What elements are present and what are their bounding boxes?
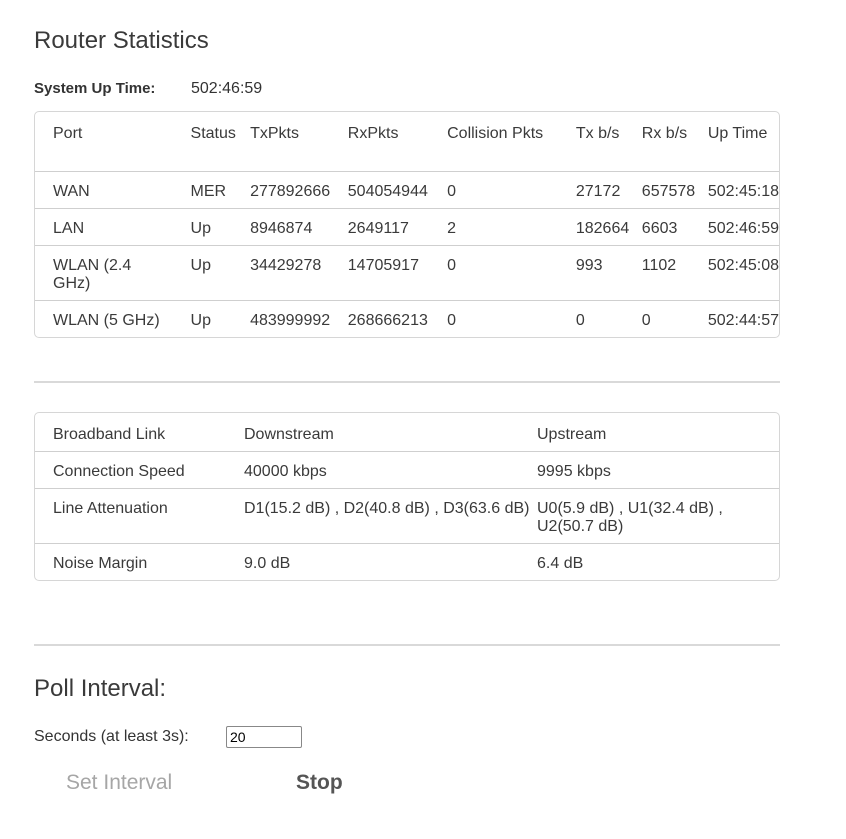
port-status: MER xyxy=(191,172,251,209)
port-name: LAN xyxy=(35,209,191,246)
port-name: WLAN (5 GHz) xyxy=(35,301,191,338)
table-header-row xyxy=(35,413,779,452)
port-collisions: 0 xyxy=(447,172,576,209)
downstream-value: D1(15.2 dB) , D2(40.8 dB) , D3(63.6 dB) xyxy=(244,489,537,544)
upstream-value: 6.4 dB xyxy=(537,544,779,581)
downstream-value: 40000 kbps xyxy=(244,452,537,489)
table-row xyxy=(35,246,779,301)
stop-button[interactable]: Stop xyxy=(296,771,343,794)
upstream-value: 9995 kbps xyxy=(537,452,779,489)
port-tx-bps: 0 xyxy=(576,301,642,338)
header-up-time: Up Time xyxy=(707,125,768,142)
port-tx-bps: 993 xyxy=(576,246,642,301)
broadband-link-table xyxy=(34,412,780,581)
link-metric-label: Line Attenuation xyxy=(35,489,244,544)
port-status: Up xyxy=(191,209,251,246)
port-collisions: 2 xyxy=(447,209,576,246)
downstream-value: 9.0 dB xyxy=(244,544,537,581)
header-rxpkts: RxPkts xyxy=(347,125,399,142)
port-rxpkts: 504054944 xyxy=(348,172,447,209)
header-status: Status xyxy=(190,125,236,142)
header-collision-pkts: Collision Pkts xyxy=(447,125,544,142)
header-tx-bps: Tx b/s xyxy=(575,125,620,142)
port-tx-bps: 27172 xyxy=(576,172,642,209)
upstream-value: U0(5.9 dB) , U1(32.4 dB) , U2(50.7 dB) xyxy=(537,489,779,544)
header-rx-bps: Rx b/s xyxy=(641,125,688,142)
port-name: WLAN (2.4 GHz) xyxy=(35,246,191,301)
port-statistics-table xyxy=(34,111,780,338)
table-row xyxy=(35,489,779,544)
table-row xyxy=(35,452,779,489)
uptime-value: 502:46:59 xyxy=(191,80,263,97)
poll-interval-title: Poll Interval: xyxy=(34,675,167,702)
port-txpkts: 34429278 xyxy=(250,246,348,301)
port-up-time: 502:45:08 xyxy=(708,246,779,301)
poll-seconds-row xyxy=(34,726,302,748)
port-txpkts: 483999992 xyxy=(250,301,348,338)
link-metric-label: Connection Speed xyxy=(35,452,244,489)
page-title: Router Statistics xyxy=(34,27,209,54)
port-name: WAN xyxy=(35,172,191,209)
port-txpkts: 8946874 xyxy=(250,209,348,246)
system-uptime xyxy=(34,80,262,98)
header-downstream: Downstream xyxy=(244,413,537,452)
port-rx-bps: 657578 xyxy=(642,172,708,209)
port-up-time: 502:45:18 xyxy=(708,172,779,209)
port-up-time: 502:46:59 xyxy=(708,209,779,246)
seconds-label: Seconds (at least 3s): xyxy=(34,728,189,746)
uptime-label: System Up Time: xyxy=(34,80,156,97)
table-row xyxy=(35,301,779,338)
port-collisions: 0 xyxy=(447,246,576,301)
section-divider xyxy=(34,644,780,646)
port-rx-bps: 1102 xyxy=(642,246,708,301)
port-rx-bps: 0 xyxy=(642,301,708,338)
port-up-time: 502:44:57 xyxy=(708,301,779,338)
port-collisions: 0 xyxy=(447,301,576,338)
header-txpkts: TxPkts xyxy=(250,125,299,142)
header-port: Port xyxy=(53,125,83,142)
set-interval-button[interactable]: Set Interval xyxy=(66,771,173,794)
port-rxpkts: 14705917 xyxy=(348,246,447,301)
port-rx-bps: 6603 xyxy=(642,209,708,246)
port-status: Up xyxy=(191,246,251,301)
table-row xyxy=(35,172,779,209)
header-broadband-link: Broadband Link xyxy=(53,426,166,443)
port-rxpkts: 268666213 xyxy=(348,301,447,338)
link-metric-label: Noise Margin xyxy=(35,544,244,581)
port-status: Up xyxy=(191,301,251,338)
table-header-row xyxy=(35,112,779,172)
port-tx-bps: 182664 xyxy=(576,209,642,246)
port-txpkts: 277892666 xyxy=(250,172,348,209)
table-row xyxy=(35,209,779,246)
port-rxpkts: 2649117 xyxy=(348,209,447,246)
header-upstream: Upstream xyxy=(537,426,607,443)
seconds-input[interactable] xyxy=(226,726,302,748)
table-row xyxy=(35,544,779,581)
section-divider xyxy=(34,381,780,383)
